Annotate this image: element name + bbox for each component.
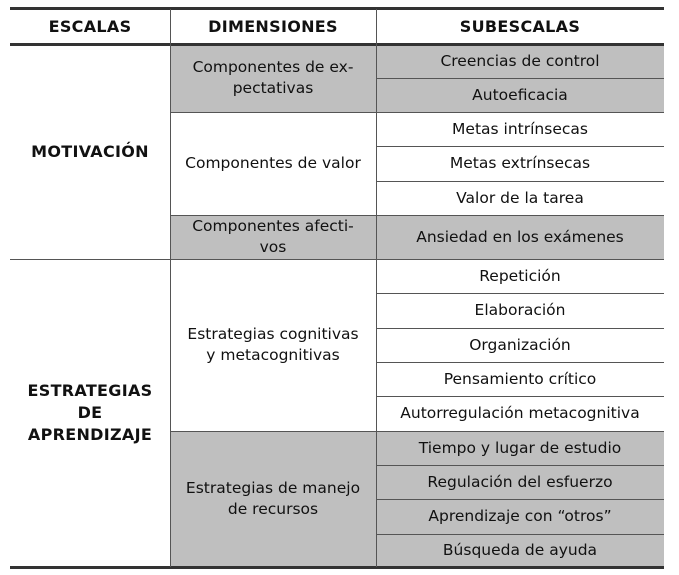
subscale-cell: Búsqueda de ayuda [376,534,664,567]
dimension-recursos-line2: de recursos [227,500,319,518]
dimension-valor: Componentes de valor [185,154,361,172]
subscale-cell: Aprendizaje con “otros” [376,499,664,534]
row-divider [170,112,664,113]
row-divider [170,215,664,216]
subscale-cell: Elaboración [474,301,566,319]
row-divider [376,181,664,182]
dimension-afectivos [170,215,376,259]
subscale-cell: Valor de la tarea [456,188,584,207]
dimension-cognitivas-line2: y metacognitivas [206,346,340,364]
dimension-recursos [170,431,376,567]
subscale-cell: Creencias de control [376,44,664,78]
escala-estrategias-line3: APRENDIZAJE [27,425,153,444]
header-rule [10,43,664,46]
subscale-cell: Autorregulación metacognitiva [400,404,640,422]
table-top-rule [10,7,664,10]
column-divider [170,9,171,567]
table-bottom-rule [10,566,664,569]
dimension-expectativas-line1: Componentes de ex- [192,58,354,76]
row-divider [376,78,664,79]
row-divider [376,146,664,147]
row-divider [376,465,664,466]
row-divider [376,328,664,329]
escala-estrategias [10,259,170,567]
subscale-cell: Ansiedad en los exámenes [376,215,664,259]
dimension-afectivos-line1: Componentes afecti- [192,217,354,235]
row-divider [170,431,664,432]
dimension-afectivos-line2: vos [259,238,287,256]
dimension-expectativas-line2: pectativas [232,79,314,97]
row-divider [376,499,664,500]
subscale-cell: Pensamiento crítico [443,369,597,388]
escala-estrategias-line2: DE [77,403,103,422]
dimension-cognitivas-line1: Estrategias cognitivas [187,325,359,343]
subscale-cell: Metas extrínsecas [449,154,591,172]
dimension-recursos-line1: Estrategias de manejo [185,479,361,497]
subscale-cell: Regulación del esfuerzo [376,465,664,499]
subscale-cell: Metas intrínsecas [452,119,588,138]
row-divider [376,293,664,294]
subscale-cell: Autoeficacia [376,78,664,112]
subscale-cell: Tiempo y lugar de estudio [376,431,664,465]
dimension-expectativas [170,44,376,112]
subscale-cell: Organización [469,335,571,354]
column-divider [376,9,377,567]
escala-estrategias-line1: ESTRATEGIAS [27,381,153,400]
row-divider [376,362,664,363]
dimension-cognitivas [170,259,376,431]
section-divider [10,259,664,260]
subscale-cell: Repetición [479,266,561,285]
escala-motivacion: MOTIVACIÓN [31,141,149,161]
row-divider [376,396,664,397]
header-dimensiones: DIMENSIONES [208,17,338,36]
header-subescalas: SUBESCALAS [459,17,581,36]
row-divider [376,534,664,535]
header-escalas: ESCALAS [48,17,132,36]
